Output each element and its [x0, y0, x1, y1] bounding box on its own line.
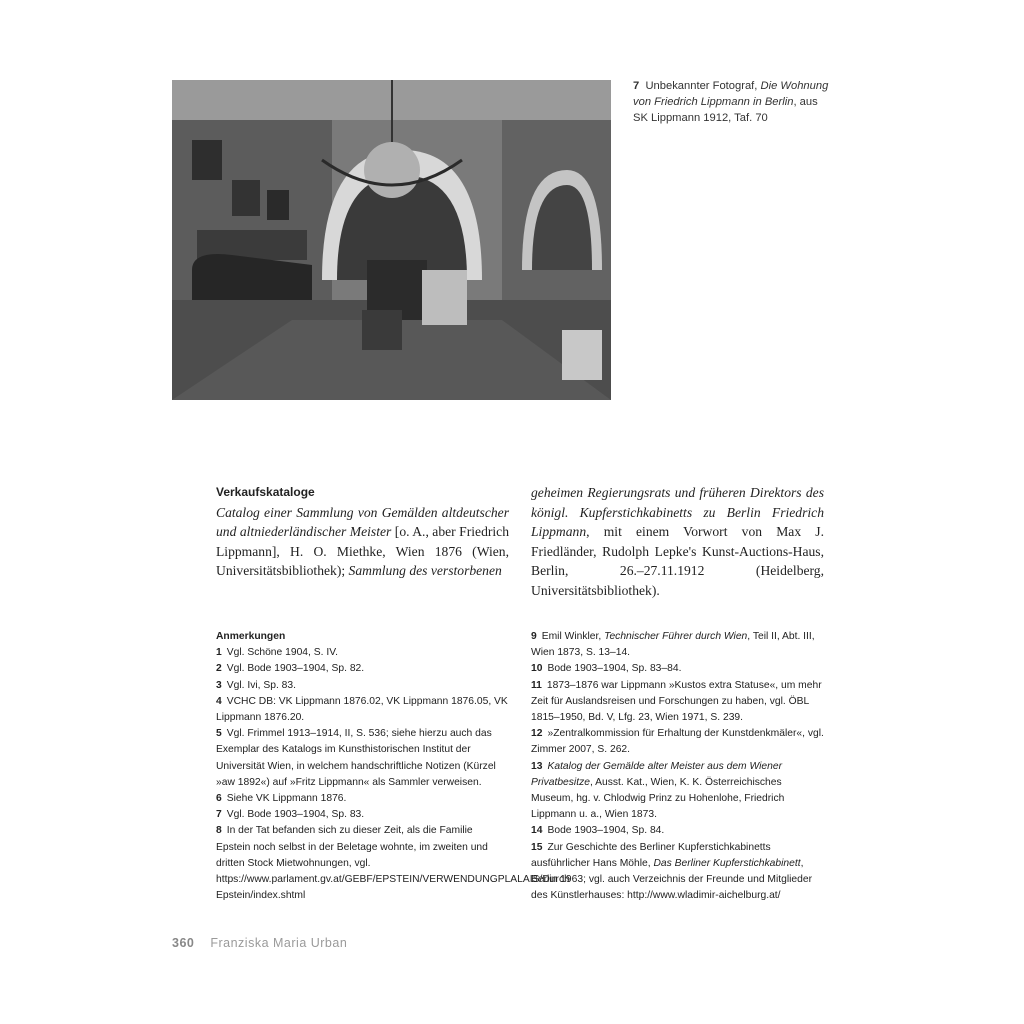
note-text: Zur Geschichte des Berliner Kupferstichkabinetts ausführlicher Hans Möhle, — [531, 841, 771, 869]
note-text: »Zentralkommission für Erhaltung der Kunstdenkmäler«, vgl. Zimmer 2007, S. 262. — [531, 728, 824, 756]
note-number: 2 — [216, 663, 222, 675]
body-paragraph-part2 — [531, 483, 824, 601]
note-text: Vgl. Schöne 1904, S. IV. — [226, 647, 338, 659]
note-item — [531, 823, 824, 839]
note-text: Vgl. Frimmel 1913–1914, II, S. 536; siehe hierzu auch das Exemplar des Katalogs im Kunsthistorischen Institut der Universität Wien, in welchem handschriftliche Notizen (Kürzel »aw 1892«) auf »Fritz Lippmann« als Sammler verweisen. — [216, 728, 496, 788]
note-number: 5 — [216, 728, 222, 740]
caption-title: Die Wohnung von Friedrich Lippmann in Berlin — [633, 80, 829, 108]
note-item — [531, 759, 824, 824]
page-footer — [172, 936, 347, 950]
note-text: Bode 1903–1904, Sp. 83–84. — [547, 663, 682, 675]
note-item — [531, 678, 824, 727]
note-item — [216, 678, 509, 694]
note-number: 4 — [216, 695, 222, 707]
note-text: Vgl. Bode 1903–1904, Sp. 82. — [226, 663, 365, 675]
note-number: 14 — [531, 825, 543, 837]
note-text: Vgl. Bode 1903–1904, Sp. 83. — [226, 809, 365, 821]
note-item — [216, 807, 509, 823]
note-item — [216, 726, 509, 791]
note-number: 8 — [216, 825, 222, 837]
notes-title: Anmerkungen — [216, 631, 286, 642]
caption-number: 7 — [633, 80, 640, 92]
note-title: Technischer Führer durch Wien — [604, 631, 748, 642]
caption-text-before: Unbekannter Fotograf, — [645, 80, 761, 92]
catalog-title-2a: Sammlung des verstorbenen — [348, 563, 502, 579]
figure-photograph — [172, 80, 611, 400]
note-item — [216, 661, 509, 677]
catalog-title-1: Catalog einer Sammlung von Gemälden altdeutscher und altniederländischer Meister — [216, 504, 509, 540]
note-number: 13 — [531, 760, 543, 772]
catalog-text-1: [o. A., aber Friedrich Lippmann], H. O. Miethke, Wien 1876 (Wien, Universitätsbibliothek); — [216, 524, 509, 579]
note-number: 7 — [216, 809, 222, 821]
note-text: Vgl. Ivi, Sp. 83. — [226, 679, 296, 691]
note-text: , Teil II, Abt. III, Wien 1873, S. 13–14. — [531, 631, 815, 659]
section-heading: Verkaufskataloge — [216, 485, 315, 499]
note-item — [531, 661, 824, 677]
note-text: , Berlin 1963; vgl. auch Verzeichnis der Freunde und Mitglieder des Künstlerhauses: http://www.wladimir-aichelburg.at/ — [531, 857, 813, 902]
note-number: 15 — [531, 841, 543, 853]
note-number: 10 — [531, 663, 543, 675]
body-paragraph-part1 — [216, 503, 509, 581]
note-text: Bode 1903–1904, Sp. 84. — [547, 825, 665, 837]
note-item — [216, 694, 509, 726]
note-number: 12 — [531, 728, 543, 740]
note-item — [531, 629, 824, 661]
note-number: 3 — [216, 679, 222, 691]
note-title: Das Berliner Kupferstichkabinett — [653, 857, 801, 869]
note-item — [531, 726, 824, 758]
note-text: In der Tat befanden sich zu dieser Zeit, als die Familie Epstein noch selbst in der Beletage wohnte, im zweiten und dritten Stock Mietwohnungen, vgl. https://www.parlament.gv.at/GEBF/EPSTEIN/VERWENDUNGPLALAIS/Durch Epstein/index.shtml — [216, 825, 570, 902]
note-title: Katalog der Gemälde alter Meister aus dem Wiener Privatbesitze — [531, 760, 783, 788]
page-number: 360 — [172, 936, 195, 950]
note-item — [216, 645, 509, 661]
catalog-text-2: , mit einem Vorwort von Max J. Friedländer, Rudolph Lepke's Kunst-Auctions-Haus, Berlin, 26.–27.11.1912 (Heidelberg, Universitätsbibliothek). — [531, 524, 824, 598]
note-number: 11 — [531, 679, 542, 691]
note-text: Emil Winkler, — [541, 631, 605, 642]
note-item — [216, 791, 509, 807]
note-text: 1873–1876 war Lippmann »Kustos extra Statuse«, um mehr Zeit für Auslandsreisen und Forschungen zu haben, vgl. ÖBL 1815–1950, Bd. V, Lfg. 23, Wien 1971, S. 239. — [531, 679, 822, 724]
note-text: Siehe VK Lippmann 1876. — [226, 793, 347, 805]
body-column-right — [531, 483, 824, 601]
figure-caption — [633, 78, 833, 126]
body-column-left — [216, 483, 509, 581]
note-item — [531, 840, 824, 905]
note-text: VCHC DB: VK Lippmann 1876.02, VK Lippmann 1876.05, VK Lippmann 1876.20. — [216, 695, 508, 724]
note-number: 1 — [216, 647, 222, 659]
catalog-title-2b: geheimen Regierungsrats und früheren Direktors des königl. Kupferstichkabinetts zu Berlin Friedrich Lippmann — [531, 485, 824, 540]
note-number: 6 — [216, 793, 222, 805]
notes-column-right — [531, 629, 824, 904]
note-text: , Ausst. Kat., Wien, K. K. Österreichisches Museum, hg. v. Chlodwig Prinz zu Hohenlohe, Friedrich Lippmann u. a., Wien 1873. — [531, 776, 785, 821]
interior-photo-icon — [172, 80, 611, 400]
note-number: 9 — [531, 631, 537, 642]
caption-text-after: , aus SK Lippmann 1912, Taf. 70 — [633, 96, 818, 124]
running-author: Franziska Maria Urban — [210, 936, 348, 950]
